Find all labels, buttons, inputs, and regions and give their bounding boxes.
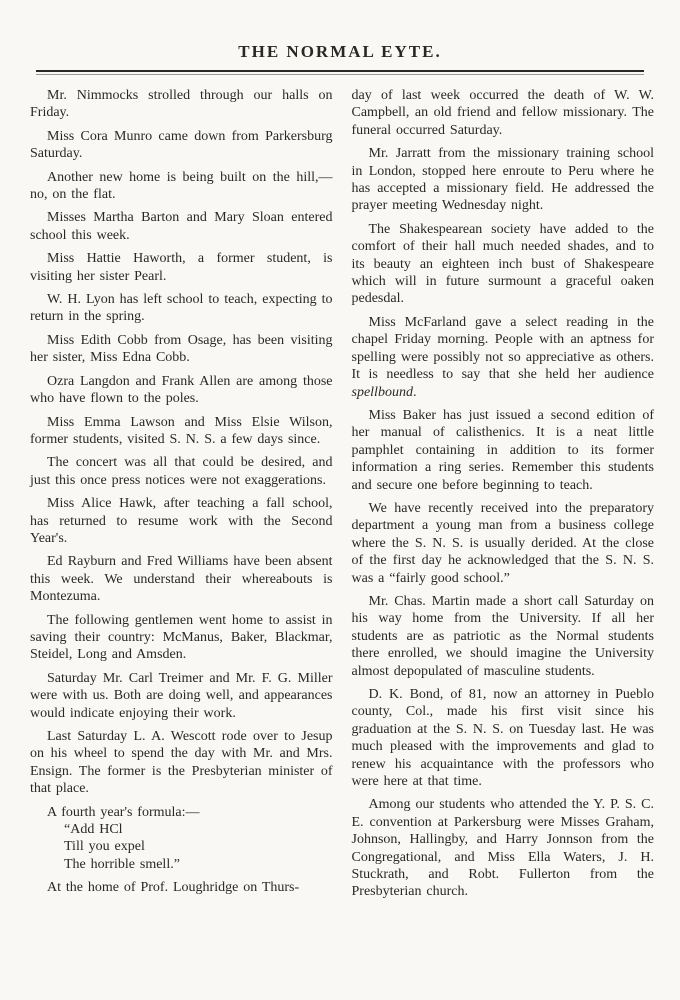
paragraph: Mr. Jarratt from the missionary training school in London, stopped here enroute to Peru where he has accepted a missionary field. He addressed the prayer meeting Wednesday night. [351, 146, 654, 214]
masthead [0, 0, 680, 75]
paragraph: The concert was all that could be desired, and just this once press notices were not exaggerations. [30, 455, 333, 488]
paragraph: Miss Cora Munro came down from Parkersburg Saturday. [30, 128, 333, 162]
header-rule-thick [36, 70, 644, 72]
paragraph: The following gentlemen went home to assist in saving their country: McManus, Baker, Blackmar, Steidel, Long and Amsden. [30, 612, 333, 663]
paragraph: The Shakespearean society have added to the comfort of their hall much needed shades, and to its beauty an eighteen inch bust of Shakespeare which will in future surmount a graceful oaken pedesdal. [351, 221, 654, 307]
paragraph: Another new home is being built on the hill,—no, on the flat. [30, 169, 333, 203]
paragraph: At the home of Prof. Loughridge on Thurs- [47, 880, 300, 896]
right-column [352, 87, 655, 907]
paragraph: Mr. Chas. Martin made a short call Saturday on his way home from the University. If all her students are as patriotic as the Normal students there enrolled, we should imagine the University almost depopulated of masculine students. [351, 593, 654, 679]
paragraph: Miss Edith Cobb from Osage, has been visiting her sister, Miss Edna Cobb. [30, 332, 333, 366]
paragraph: W. H. Lyon has left school to teach, expecting to return in the spring. [30, 292, 333, 325]
paragraph: We have recently received into the preparatory department a young man from a business college where the S. N. S. is usually derided. At the close of the first day he acknowledged that the S. N. S. was a “fairly good school.” [351, 500, 654, 586]
paragraph: Last Saturday L. A. Wescott rode over to Jesup on his wheel to spend the day with Mr. and Mrs. Ensign. The former is the Presbyterian minister of that place. [30, 729, 333, 797]
paragraph: Ozra Langdon and Frank Allen are among those who have flown to the poles. [30, 373, 333, 407]
page-title: THE NORMAL EYTE. [238, 42, 442, 61]
left-column [30, 87, 333, 907]
paragraph [352, 314, 655, 401]
paragraph: Miss Alice Hawk, after teaching a fall school, has returned to resume work with the Second Year's. [30, 496, 333, 546]
text-run: Miss McFarland gave a select reading in the chapel Friday morning. People with an aptness for spelling were possibly not so appreciative as others. It is needless to say that she held her audience [351, 314, 654, 383]
paragraph: Misses Martha Barton and Mary Sloan entered school this week. [30, 210, 333, 243]
italic-text: spellbound [351, 384, 413, 400]
verse-line: The horrible smell.” [64, 856, 180, 872]
paragraph: Miss Hattie Haworth, a former student, is visiting her sister Pearl. [30, 251, 333, 284]
paragraph [30, 804, 333, 874]
text-run: . [412, 384, 417, 400]
paragraph: Among our students who attended the Y. P. S. C. E. convention at Parkersburg were Misses Graham, Johnson, Hallingby, and Harry Jonnson from the Congregational, and Miss Ella Waters, J. H. Stuckrath, and Robt. Fullerton from the Presbyterian church. [351, 797, 654, 900]
verse-line: Till you expel [64, 839, 145, 855]
text-run: A fourth year's formula:— [47, 804, 200, 820]
verse-line: “Add HCl [64, 822, 123, 838]
paragraph: D. K. Bond, of 81, now an attorney in Pueblo county, Col., made his first visit since his graduation at the S. N. S. on Tuesday last. He was much pleased with the improvements and glad to renew his acquaintance with the professors who were here at that time. [351, 687, 654, 790]
paragraph: Miss Baker has just issued a second edition of her manual of calisthenics. It is a neat little pamphlet containing in addition to its former information a ring series. Remember this students and secure one before beginning to teach. [351, 407, 654, 493]
paragraph: Miss Emma Lawson and Miss Elsie Wilson, former students, visited S. N. S. a few days since. [30, 414, 333, 447]
paragraph: Mr. Nimmocks strolled through our halls on Friday. [30, 88, 333, 121]
paragraph: Ed Rayburn and Fred Williams have been absent this week. We understand their whereabouts is Montezuma. [30, 554, 333, 605]
page-columns [0, 75, 680, 907]
paragraph: Saturday Mr. Carl Treimer and Mr. F. G. Miller were with us. Both are doing well, and appearances would indicate enjoying their work. [30, 670, 333, 721]
paragraph: day of last week occurred the death of W. W. Campbell, an old friend and fellow missionary. The funeral occurred Saturday. [351, 88, 654, 138]
